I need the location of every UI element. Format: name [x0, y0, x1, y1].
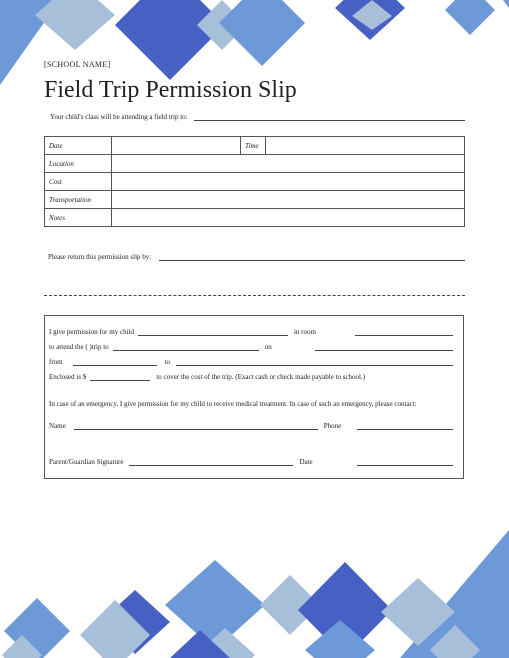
time-field[interactable] — [266, 137, 465, 155]
signature-row — [49, 457, 453, 466]
on-label: on — [264, 343, 272, 351]
location-field[interactable] — [112, 155, 465, 173]
contact-name-field[interactable] — [74, 421, 318, 430]
emergency-text: In case of an emergency, I give permission for my child to receive medical treatment. In case of such an emergency, please contact: — [49, 400, 417, 408]
cost-field[interactable] — [112, 173, 465, 191]
trip-to-label: to attend the ( )trip to — [49, 343, 109, 351]
date-label: Date — [45, 137, 112, 155]
school-name: [SCHOOL NAME] — [44, 60, 111, 69]
return-row — [48, 252, 465, 261]
amount-field[interactable] — [90, 372, 150, 381]
room-field[interactable] — [355, 327, 453, 336]
notes-field[interactable] — [112, 209, 465, 227]
enclosed-label: Enclosed is $ — [49, 373, 87, 381]
to-field[interactable] — [176, 357, 453, 366]
room-label: in room — [293, 328, 316, 336]
transportation-field[interactable] — [112, 191, 465, 209]
cut-line — [44, 295, 465, 296]
permission-section — [44, 315, 464, 479]
permission-row-1 — [49, 327, 453, 336]
destination-field[interactable] — [194, 112, 465, 121]
signature-date-field[interactable] — [357, 457, 453, 466]
notes-label: Notes — [45, 209, 112, 227]
to-label: to — [164, 358, 171, 366]
permission-row-4 — [49, 372, 453, 381]
permission-row-2 — [49, 342, 453, 351]
page-title: Field Trip Permission Slip — [44, 77, 297, 103]
intro-label: Your child's class will be attending a field trip to: — [50, 113, 188, 121]
name-label: Name — [49, 422, 66, 430]
trip-destination-field[interactable] — [113, 342, 259, 351]
cost-note: to cover the cost of the trip. (Exact cash or check made payable to school.) — [156, 373, 366, 381]
permission-child-label: I give permission for my child — [49, 328, 134, 336]
return-label: Please return this permission slip by: — [48, 253, 152, 261]
trip-date-field[interactable] — [315, 342, 453, 351]
signature-field[interactable] — [129, 457, 293, 466]
emergency-contact-row — [49, 421, 453, 430]
trip-info-table — [44, 136, 465, 227]
contact-phone-field[interactable] — [357, 421, 453, 430]
from-field[interactable] — [73, 357, 157, 366]
from-label: from — [49, 358, 63, 366]
date-field[interactable] — [112, 137, 241, 155]
time-label: Time — [241, 137, 266, 155]
phone-label: Phone — [323, 422, 342, 430]
location-label: Location — [45, 155, 112, 173]
permission-row-3 — [49, 357, 453, 366]
child-name-field[interactable] — [138, 327, 288, 336]
cost-label: Cost — [45, 173, 112, 191]
transportation-label: Transportation — [45, 191, 112, 209]
signature-label: Parent/Guardian Signature — [49, 458, 124, 466]
return-date-field[interactable] — [159, 252, 465, 261]
intro-row — [50, 112, 465, 121]
signature-date-label: Date — [299, 458, 313, 466]
